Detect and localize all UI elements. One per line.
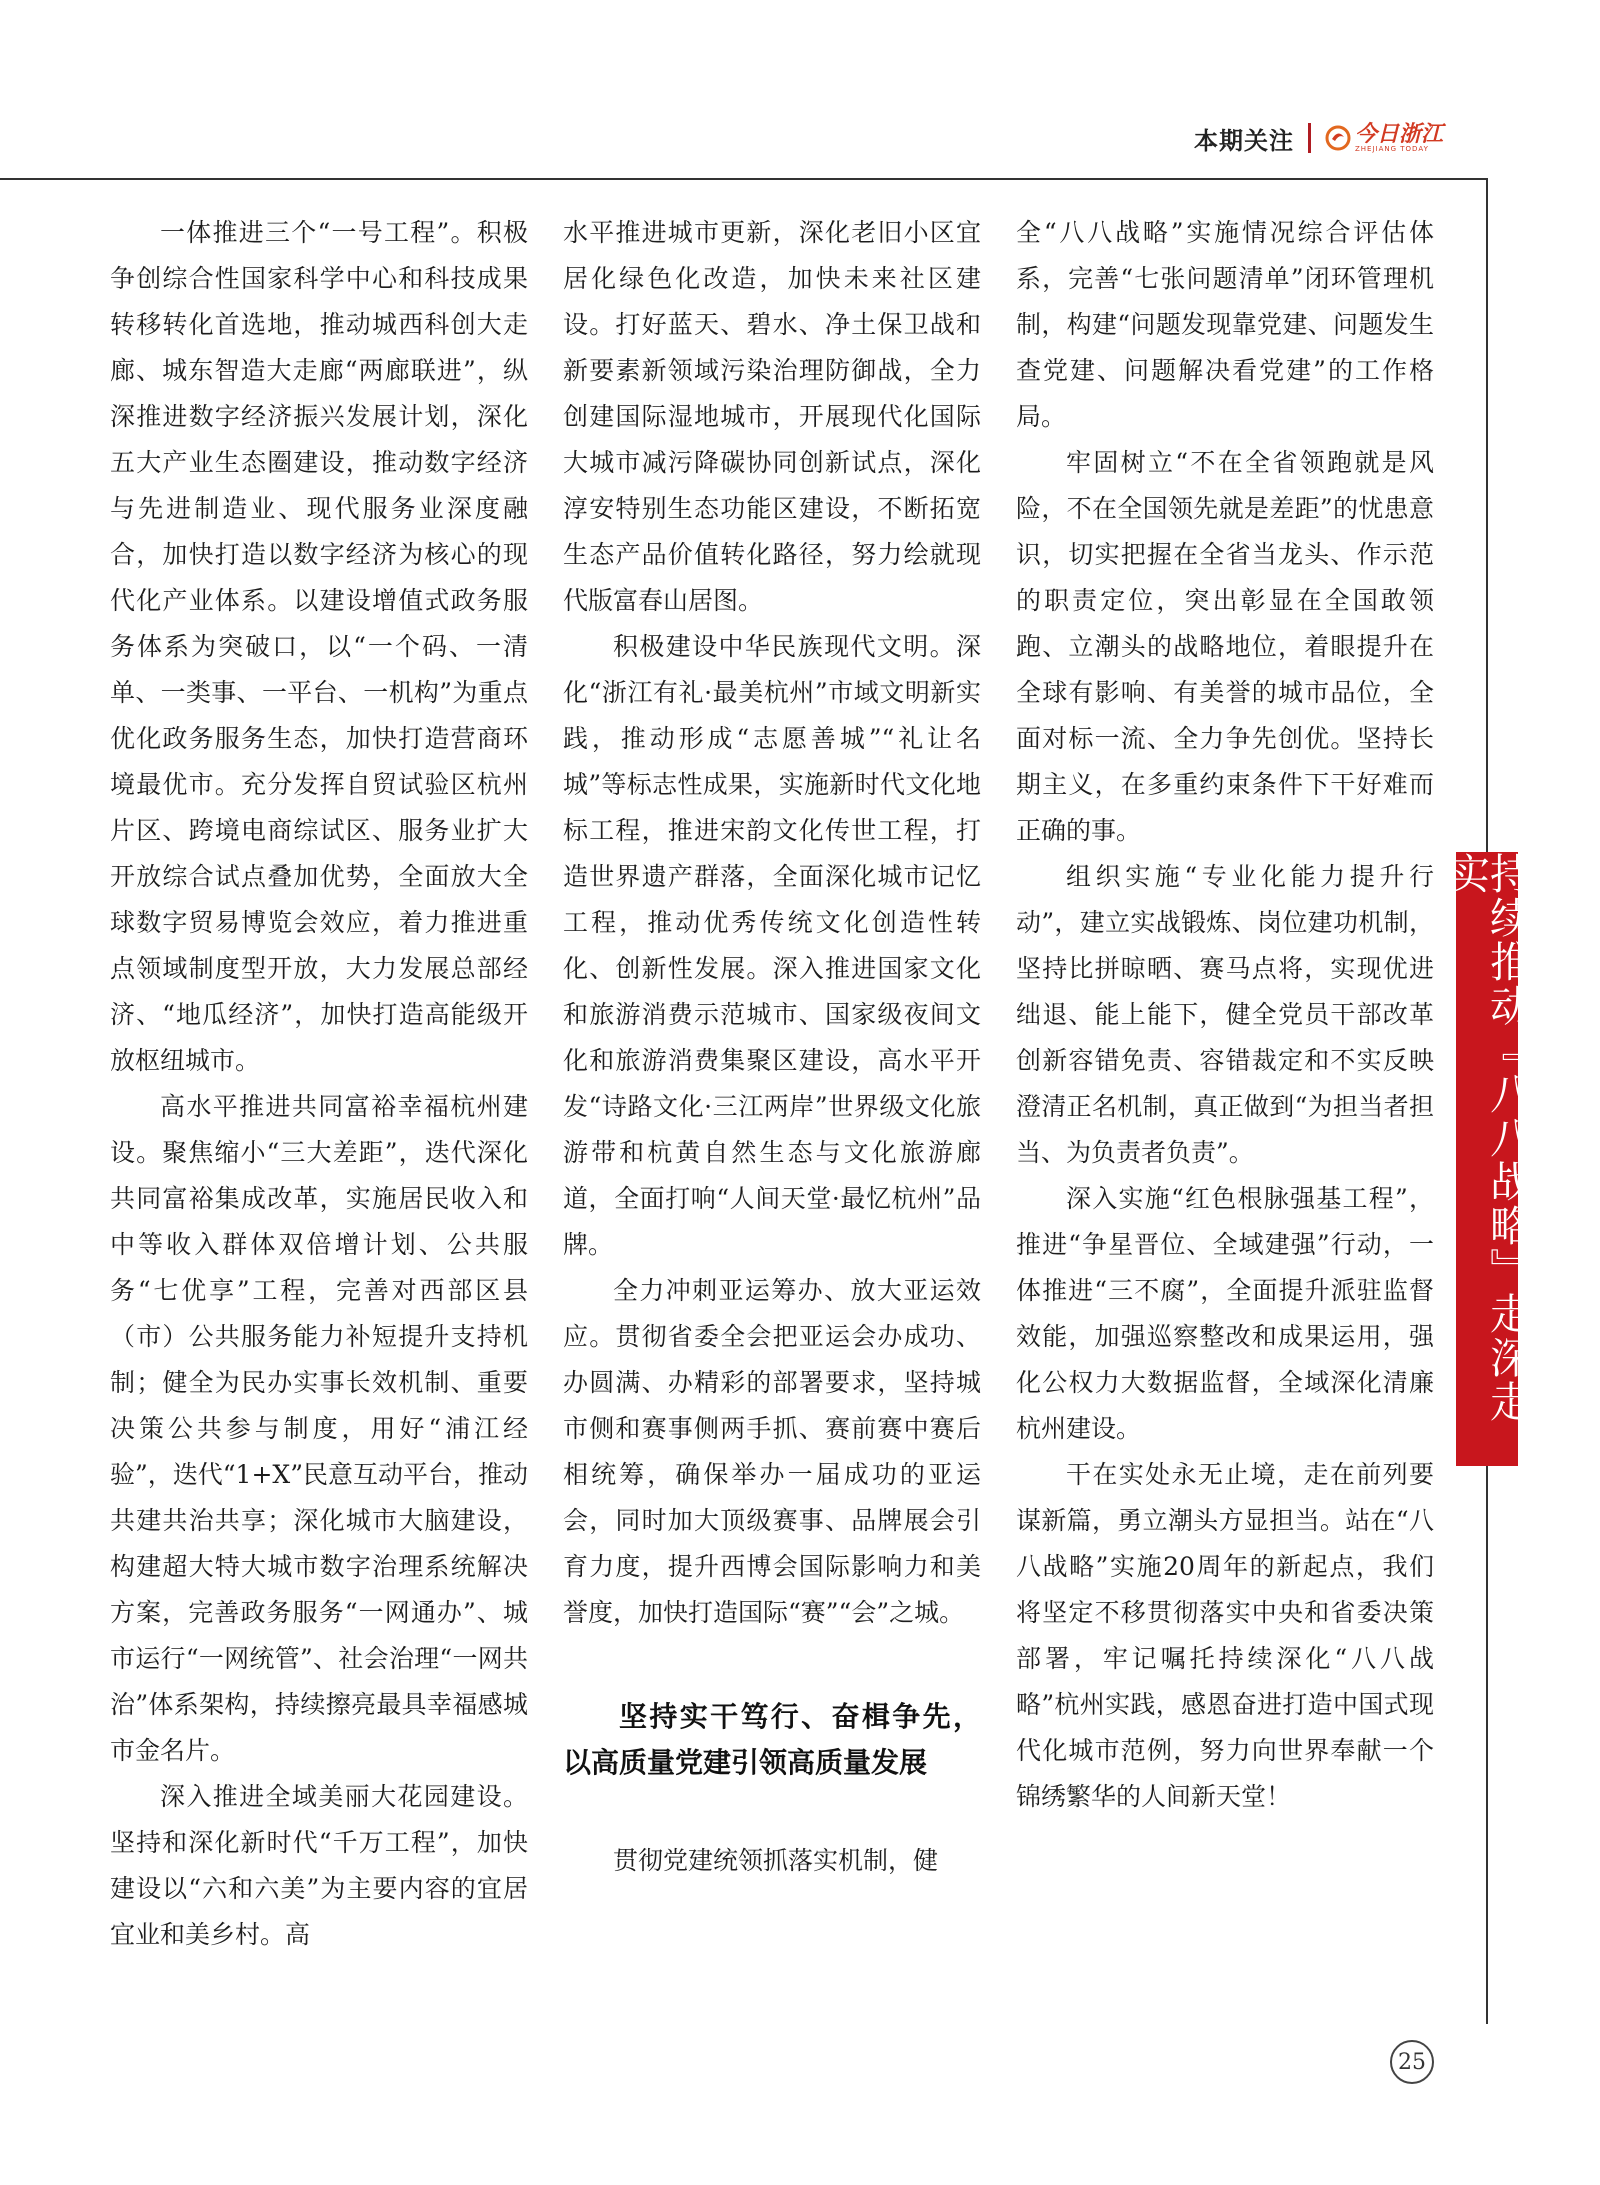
side-banner <box>1442 852 1533 1466</box>
paragraph: 深入推进全域美丽大花园建设。坚持和深化新时代“千万工程”，加快建设以“六和六美”为主要内容的宜居宜业和美乡村。高 <box>110 1782 528 1949</box>
paragraph: 贯彻党建统领抓落实机制，健 <box>613 1846 939 1875</box>
column-1 <box>110 210 528 1958</box>
paragraph: 干在实处永无止境，走在前列要谋新篇，勇立潮头方显担当。站在“八八战略”实施20周年的新起点，我们将坚定不移贯彻落实中央和省委决策部署，牢记嘱托持续深化“八八战略”杭州实践，感恩奋进打造中国式现代化城市范例，努力向世界奉献一个锦绣繁华的人间新天堂！ <box>1016 1460 1434 1811</box>
paragraph: 牢固树立“不在全省领跑就是风险，不在全国领先就是差距”的忧患意识，切实把握在全省当龙头、作示范的职责定位，突出彰显在全国敢领跑、立潮头的战略地位，着眼提升在全球有影响、有美誉的城市品位，全面对标一流、全力争先创优。坚持长期主义，在多重约束条件下干好难而正确的事。 <box>1016 448 1434 845</box>
article-body <box>110 210 1435 2010</box>
logo-text: 今日浙江 <box>1354 121 1443 147</box>
page-header <box>1194 118 1443 158</box>
logo-subtext: ZHEJIANG TODAY <box>1354 144 1429 153</box>
paragraph: 高水平推进共同富裕幸福杭州建设。聚焦缩小“三大差距”，迭代深化共同富裕集成改革，实施居民收入和中等收入群体双倍增计划、公共服务“七优享”工程，完善对西部区县（市）公共服务能力补短提升支持机制；健全为民办实事长效机制、重要决策公共参与制度，用好“浦江经验”，迭代“1+X”民意互动平台，推动共建共治共享；深化城市大脑建设，构建超大特大城市数字治理系统解决方案，完善政务服务“一网通办”、城市运行“一网统管”、社会治理“一网共治”体系架构，持续擦亮最具幸福感城市金名片。 <box>110 1092 528 1765</box>
page-number: 25 <box>1390 2040 1434 2084</box>
section-label: 本期关注 <box>1193 126 1294 155</box>
paragraph: 全力冲刺亚运筹办、放大亚运效应。贯彻省委全会把亚运会办成功、办圆满、办精彩的部署要求，坚持城市侧和赛事侧两手抓、赛前赛中赛后相统筹，确保举办一届成功的亚运会，同时加大顶级赛事、品牌展会引育力度，提升西博会国际影响力和美誉度，加快打造国际“赛”“会”之城。 <box>563 1276 981 1627</box>
paragraph: 组织实施“专业化能力提升行动”，建立实战锻炼、岗位建功机制，坚持比拼晾晒、赛马点将，实现优进绌退、能上能下，健全党员干部改革创新容错免责、容错裁定和不实反映澄清正名机制，真正做到“为担当者担当、为负责者负责”。 <box>1016 862 1434 1167</box>
column-2 <box>563 210 981 1884</box>
side-banner-text: 持续推动『八八战略』走深走实 <box>1442 852 1533 1424</box>
header-rule <box>0 178 1488 180</box>
magazine-logo <box>1325 121 1443 153</box>
paragraph: 深入实施“红色根脉强基工程”，推进“争星晋位、全域建强”行动，一体推进“三不腐”，全面提升派驻监督效能，加强巡察整改和成果运用，强化公权力大数据监督，全域深化清廉杭州建设。 <box>1016 1184 1434 1443</box>
paragraph: 积极建设中华民族现代文明。深化“浙江有礼·最美杭州”市域文明新实践，推动形成“志愿善城”“礼让名城”等标志性成果，实施新时代文化地标工程，推进宋韵文化传世工程，打造世界遗产群落，全面深化城市记忆工程，推动优秀传统文化创造性转化、创新性发展。深入推进国家文化和旅游消费示范城市、国家级夜间文化和旅游消费集聚区建设，高水平开发“诗路文化·三江两岸”世界级文化旅游带和杭黄自然生态与文化旅游廊道，全面打响“人间天堂·最忆杭州”品牌。 <box>563 632 981 1259</box>
section-subheading: 坚持实干笃行、奋楫争先，以高质量党建引领高质量发展 <box>563 1700 981 1779</box>
column-3 <box>1016 210 1434 1820</box>
logo-swirl-icon <box>1325 125 1351 151</box>
paragraph: 一体推进三个“一号工程”。积极争创综合性国家科学中心和科技成果转移转化首选地，推动城西科创大走廊、城东智造大走廊“两廊联进”，纵深推进数字经济振兴发展计划，深化五大产业生态圈建设，推动数字经济与先进制造业、现代服务业深度融合，加快打造以数字经济为核心的现代化产业体系。以建设增值式政务服务体系为突破口，以“一个码、一清单、一类事、一平台、一机构”为重点优化政务服务生态，加快打造营商环境最优市。充分发挥自贸试验区杭州片区、跨境电商综试区、服务业扩大开放综合试点叠加优势，全面放大全球数字贸易博览会效应，着力推进重点领域制度型开放，大力发展总部经济、“地瓜经济”，加快打造高能级开放枢纽城市。 <box>110 218 528 1075</box>
paragraph-continued: 全“八八战略”实施情况综合评估体系，完善“七张问题清单”闭环管理机制，构建“问题发现靠党建、问题发生查党建、问题解决看党建”的工作格局。 <box>1016 218 1434 431</box>
paragraph-continued: 水平推进城市更新，深化老旧小区宜居化绿色化改造，加快未来社区建设。打好蓝天、碧水、净土保卫战和新要素新领域污染治理防御战，全力创建国际湿地城市，开展现代化国际大城市减污降碳协同创新试点，深化淳安特别生态功能区建设，不断拓宽生态产品价值转化路径，努力绘就现代版富春山居图。 <box>563 218 981 615</box>
header-divider <box>1308 123 1311 153</box>
